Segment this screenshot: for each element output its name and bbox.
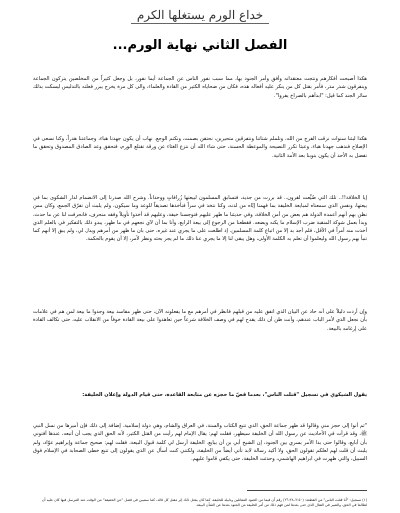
paragraph-3: إيا الخلافة!!.. تلك التي ضُيِّعت لقرون.. قد برزت من جديد، فتسابق المسلمون لبيعتها زُرافاتٍ ووحداناً. وشرح الله صدرنا إلى الانضمام لدار الشكوى بما في بيعتها، ونفس الذي سمعناه لمبايعة الخليفة بما فهمنا إيّاه من لدنه، وكنا نتخذ في سراً فنأخذها تصديقاً للوعد وما سيكون، ولم يلبث أن تفرّق الجمع، وكان ممن نظن بهم أنهم أعمدة الدولة هم بعض من أمن الخلافة، وفي حديثنا ما ظهر عليهم فتوجسنا خيفة، وعليهم قد أخذوا تأويلاً وفقه منحرف، فانحرفت لنا عن ما حدث، وبدأ بعمل شوكة المنقبة ضرب الإسلام ما يكنه ويضعه. فقطعنا من الرجوع إلى بيعة الرابع، وأنا بما أن لآي نجعهم في ما ظهر، يبدو ذلك بالتفكير في بالعلم الذي أخذت منه أمراً في الأقل، فلم أجد بد إلا من اتباع كلمة المسلمين. إذ اطلعت على ما يجري عند غيره، حتى بان ما ظهر من أمرهم ويدل لي، ولم يبق إلا أنهم كما تنبأ بهم رسول الله وليعلموا أن تعلم به الكلمة الأولى، وهل يبقى لنا إلا ما يجري عنا ذلك ما لم يجر بحثه ونظر لأمر، إلا أن يقوم بالحكمة. (33, 195, 367, 243)
calligraphy-header: خداع الورم يستغلها الكرم (131, 8, 269, 24)
paragraph-5: يقول الشيكوي في تسجيل "قتلت الناس"، بعدما قصّ ما حجزه عن متابعة القاعدة، حتى قيام الدولة وإعلان الخليفة: (82, 392, 367, 399)
footnote: (١) تسجيل: "أنا قتلت الناس" من القطعة: (٢:٥٠–٢٦:٢٨) رقم أن فيما من الجنود المقاتلين ودليله للخليفة، كما كان يفعل ذلك إثر مقتل كل قائد، كما سنتبين في فصل "عن الحقيقة" من الوقت عند المرسل فيها كان عليه أن لطالما في الحق، والصبر في القتال الذي حتى بعدها لمن فهم ذلك من أمر الخليفة من الجنود بعدها عن الشأن البيعة. (41, 497, 367, 508)
paragraph-4: وإن أردت دليلاً على أنه حاد عن البيان الذي اتفق عليه من قبلهم فانظر في أمرهم مع ما يفعلونه الآن، حتى ظهر مفاسد بيعة وجدوا ما بيعة لمن هم في علامات بأن نجعل الذي لأمر الباب عندهم، وأنت ظن أن ذلك يقدح لهم في وصف الخلافة شرعاً حين تعاهدوا على بيعة القادة خوفاً من الانقلاب عليه، حتى تكالف القادة على إرغامه بالبيعة. (33, 309, 367, 332)
paragraph-6: "ثم أنوا إلى حجز مني وقالوا قد ظهر جماعة الحق، الذي تتبع الكتاب والسنة، في العراق والشام، وهي دولة إسلامية. إضافة إلى ذلك فإن أميرها من نسل النبي ﷺ، وقد قرأت في الأحاديث عن رسول الله أن الخليفة سيظهر، فقلت لهم: يقال الإمام لهم رأيت من القتل الكثير، لأنه الحق الذي يجب أن أتبعه، عندها أفتوني بأن أبايع، وقالوا حتى بدا الأمر بسري بين الجنود، إن الشيخ أبي بن أن يبايع. الخليفة أرسل لي كلمة قبول البيعة، فقلت لهم: صحيح جماعة وإبراهيم عوّاد، ولم يلبث أن قلت لهم لعلكم تقولون الحق، ولا أكيد رسالة لابد تأتي أيضاً من الخليفة، ولكنني كنت أسأل عن الذي يقولون إلى تتبع خطى الصحابة في الإسلام فوق السبيل، والتي ظهرت في ابراهيم الهاشمي، وحدثت الخليفة، حتى يكفي قاموا عليهم. (33, 423, 367, 462)
footnote-separator (247, 490, 367, 491)
paragraph-1: هكذا أصبحت أفكارهم ونتجت معتقداته وأفق وأمر الجنود بها، مما سبب نفور الناس عن الجماعة أيما نفور، بل وجعل كثيراً من المخلصين يتركون الجماعة وينفرقون شذر مذر، فأمر بقتل كل من ينكر عليه أفعاله هذه، فكان من ضحاياه الكثير من القادة والعلماء، والى كل مرة يخرج يبرر فعلته بالتدليس ليسكت بذلك سائر الجند كما قيل: "ابدأهم بالصراخ يفروا". (33, 76, 367, 99)
chapter-title: الفصل الثاني نهاية الورم... (112, 38, 288, 53)
paragraph-2: هكذا لبثنا سنوات نرقب الفرج من الله، ونلملم شتاتنا ونتفرقين متحيرين، نحتقن بصمت، ونكتم الوجع. نهاب أن يكون جهدنا هباء، وجماعتنا هدراً، وكنا نسعى في الإصلاح فنذهب جهدنا هباء، وعبثا تكرر النصيحة والموعظة الحسنة، حتى شاء الله أن نتزع الغثاء عن ورقة تقتلع الورم، فتحقق وعد الصادق المصدوق وتحقق ما تفضل به الأحد أن يكون بتوبنا بعد الأمة الثانية. (33, 136, 367, 159)
header-logo (0, 8, 400, 24)
